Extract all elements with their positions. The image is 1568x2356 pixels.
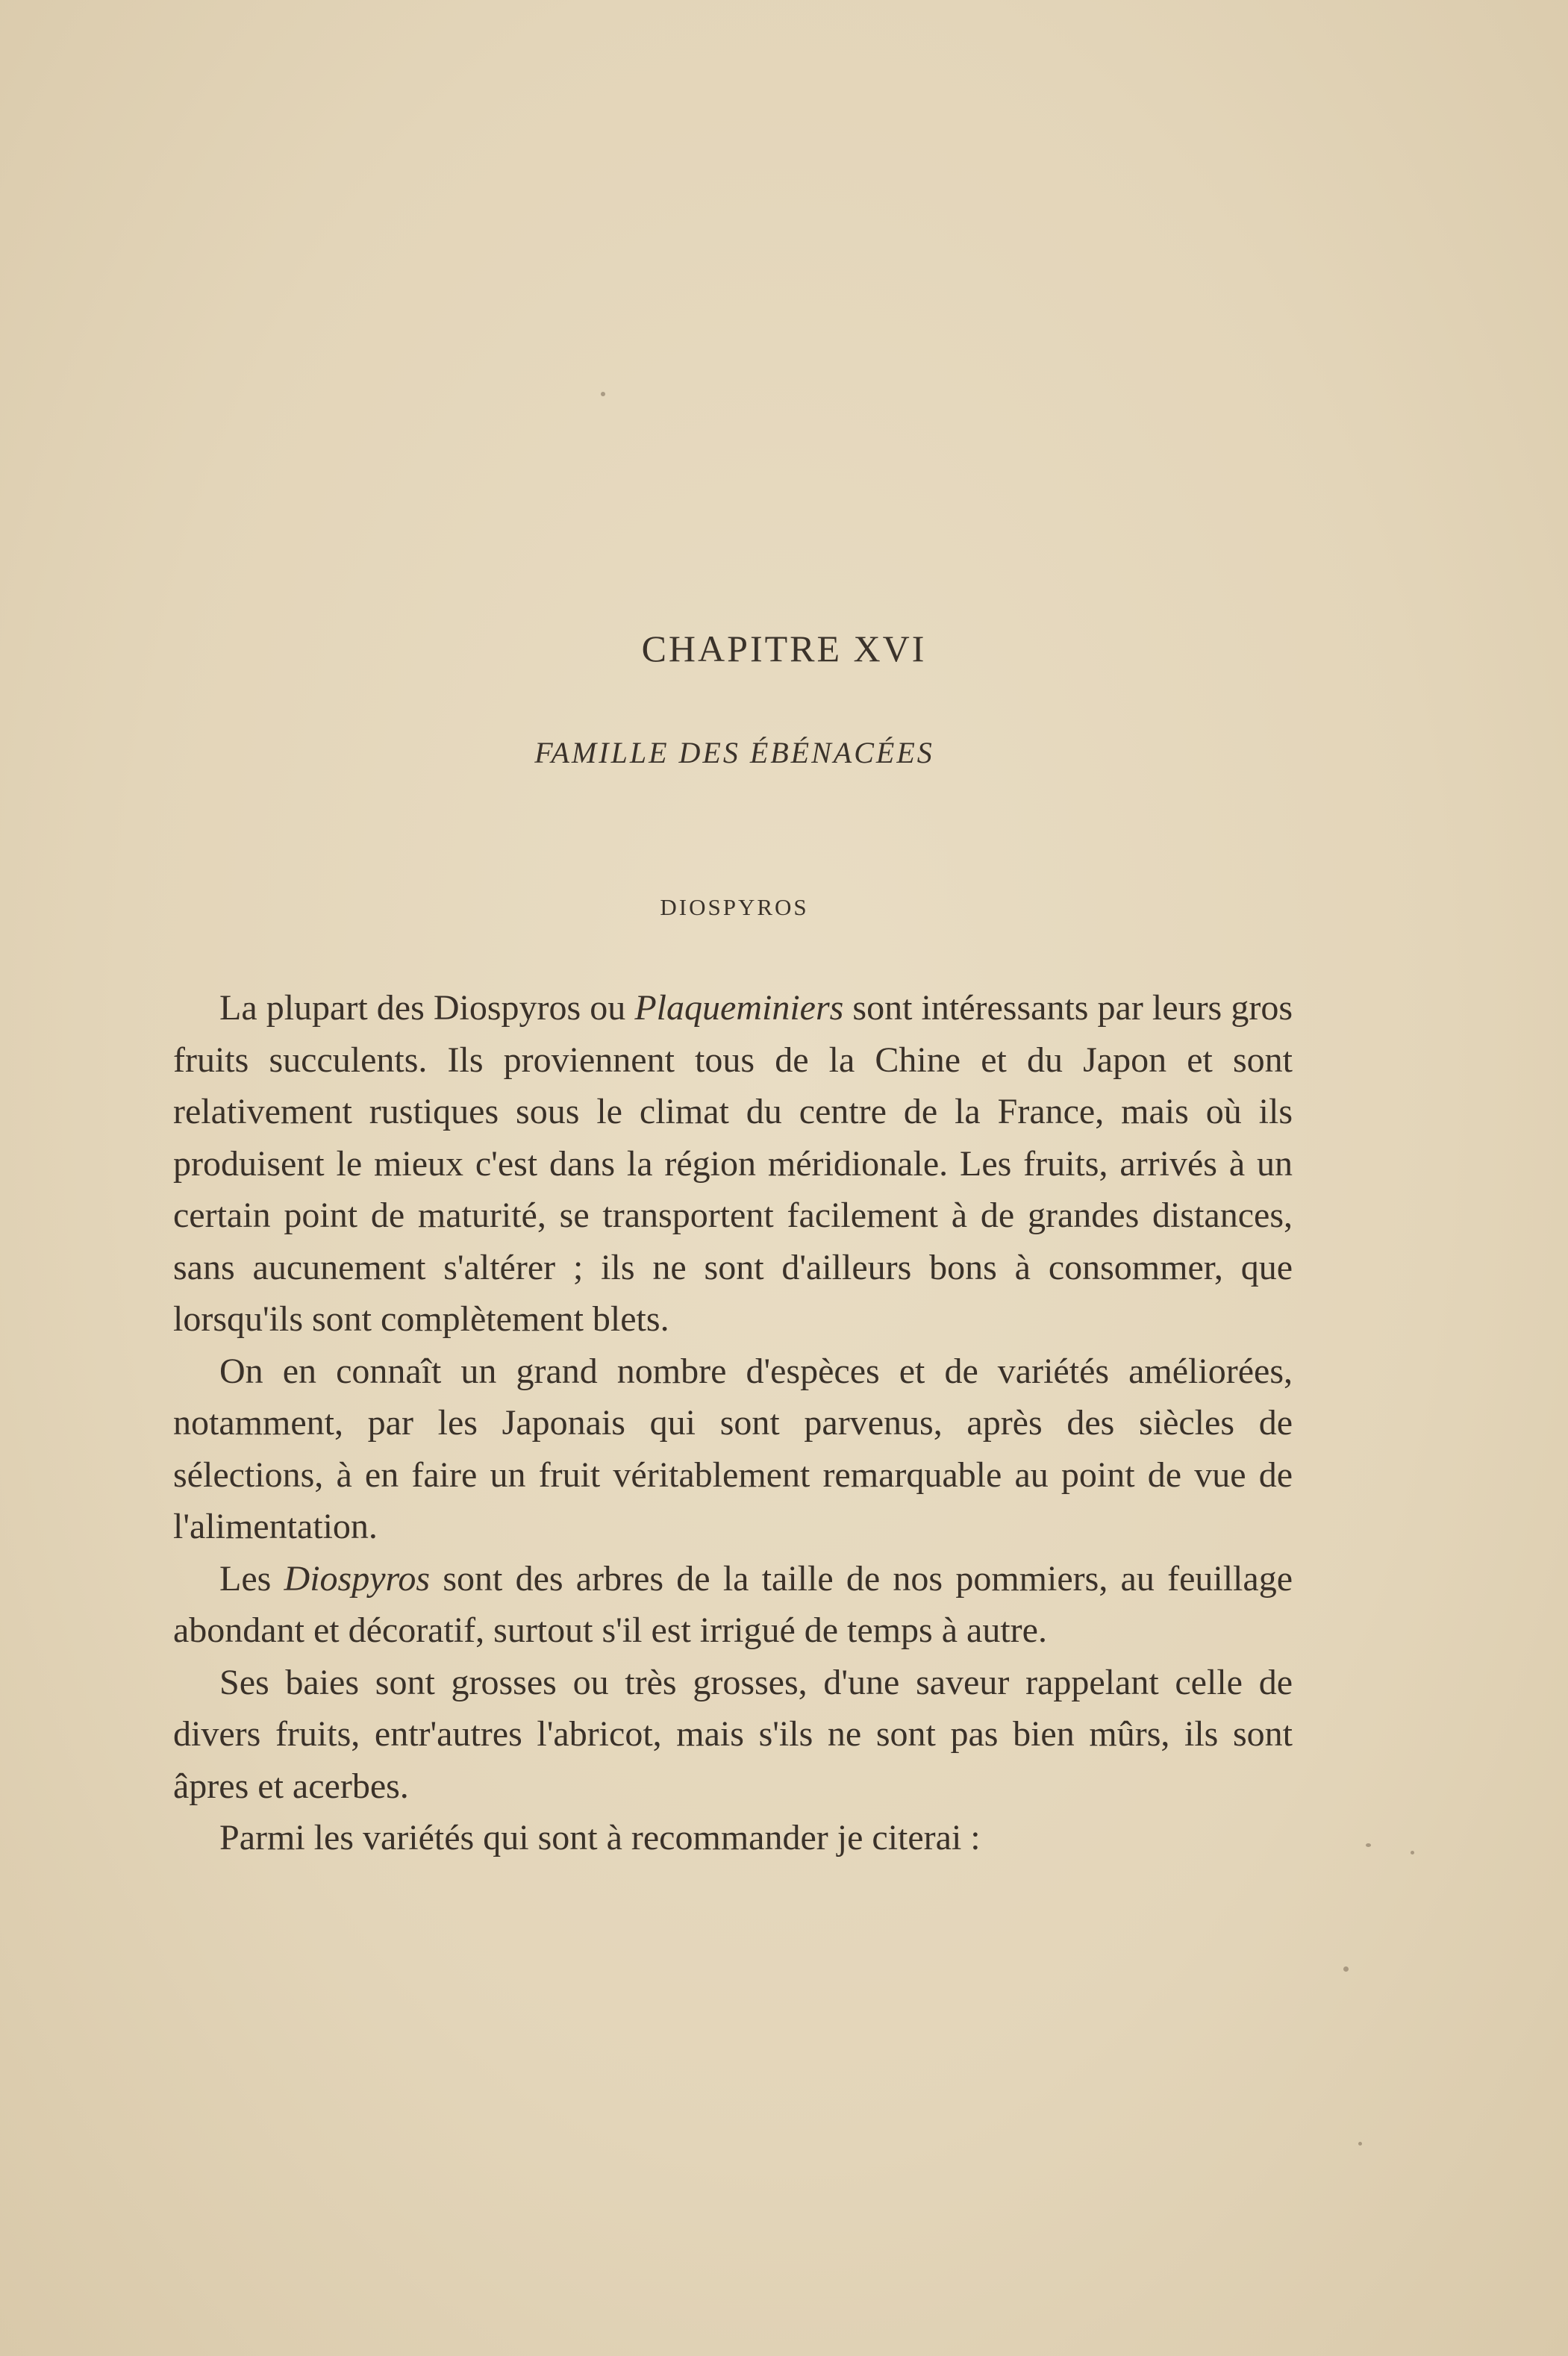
paper-speck — [1358, 2142, 1362, 2146]
paragraph — [173, 1553, 1293, 1657]
paper-speck — [1343, 1966, 1349, 1972]
text-segment: La plupart des Diospyros ou — [219, 988, 635, 1028]
section-title: DIOSPYROS — [660, 894, 809, 920]
paragraph — [173, 1346, 1293, 1553]
text-segment-italic: Diospyros — [284, 1558, 431, 1599]
paper-speck — [1366, 1843, 1371, 1847]
text-segment: Les — [219, 1558, 284, 1599]
text-segment: Ses baies sont grosses ou très grosses, d'une saveur rappelant celle de divers fruits, entr'autres l'abricot, mais s'ils ne sont pas bien mûrs, ils sont âpres et acerbes. — [173, 1662, 1293, 1806]
paper-speck — [1411, 1851, 1414, 1855]
text-segment-italic: Plaqueminiers — [634, 988, 844, 1028]
chapter-title: CHAPITRE XVI — [641, 628, 927, 669]
text-segment: Parmi les variétés qui sont à recommander je citerai : — [219, 1818, 981, 1857]
text-segment: sont intéressants par leurs gros fruits succulents. Ils proviennent tous de la Chine et du Japon et sont relativement rustiques sous le climat du centre de la France, mais où ils produisent le mieux c'est dans la région méridionale. Les fruits, arrivés à un certain point de maturité, se transportent facilement à de grandes distances, sans aucunement s'altérer ; ils ne sont d'ailleurs bons à consommer, que lorsqu'ils sont complètement blets. — [173, 988, 1293, 1339]
family-title: FAMILLE DES ÉBÉNACÉES — [534, 736, 934, 769]
text-segment: sont des arbres de la taille de nos pommiers, au feuillage abondant et décoratif, surtout s'il est irrigué de temps à autre. — [173, 1558, 1293, 1650]
paragraph — [173, 1812, 1293, 1864]
paragraph — [173, 982, 1293, 1346]
body-text — [173, 982, 1293, 1864]
text-segment: On en connaît un grand nombre d'espèces et de variétés améliorées, notamment, par les Japonais qui sont parvenus, après des siècles de sélections, à en faire un fruit véritablement remarquable au point de vue de l'alimentation. — [173, 1351, 1293, 1546]
paragraph — [173, 1657, 1293, 1813]
paper-speck — [601, 392, 605, 396]
